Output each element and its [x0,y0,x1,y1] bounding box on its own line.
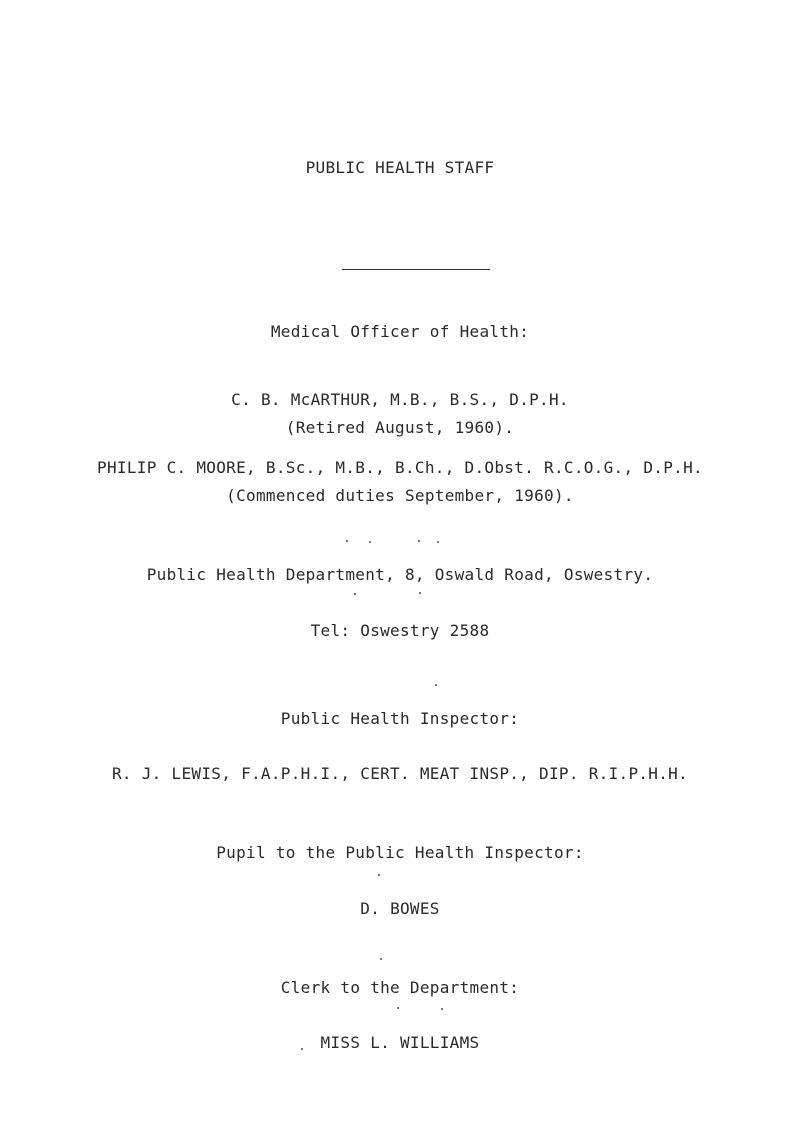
moh-heading: Medical Officer of Health: [270,322,530,341]
moh-former-name: C. B. McARTHUR, M.B., B.S., D.P.H. [231,390,569,409]
scan-speck [369,541,371,543]
scan-speck [346,540,348,542]
scan-speck [418,540,420,542]
clerk-name: MISS L. WILLIAMS [320,1033,480,1052]
phi-name: R. J. LEWIS, F.A.P.H.I., CERT. MEAT INSP., DIP. R.I.P.H.H. [111,764,689,783]
scan-speck [354,593,356,595]
scan-speck [397,1007,399,1009]
scan-speck [435,684,437,686]
scan-speck [437,541,439,543]
moh-former-note: (Retired August, 1960). [285,418,515,437]
scan-speck [380,958,382,960]
clerk-heading: Clerk to the Department: [280,978,520,997]
scan-speck [301,1048,303,1050]
phi-heading: Public Health Inspector: [280,709,520,728]
department-telephone: Tel: Oswestry 2588 [310,621,490,640]
department-address: Public Health Department, 8, Oswald Road, Oswestry. [146,565,654,584]
moh-current-note: (Commenced duties September, 1960). [226,486,574,505]
scan-speck [378,874,380,876]
pupil-heading: Pupil to the Public Health Inspector: [216,843,584,862]
page-title: PUBLIC HEALTH STAFF [305,158,495,177]
scan-speck [419,592,421,594]
moh-current-name: PHILIP C. MOORE, B.Sc., M.B., B.Ch., D.Obst. R.C.O.G., D.P.H. [97,458,703,477]
pupil-name: D. BOWES [360,899,440,918]
title-underline [342,269,490,270]
scan-speck [441,1008,443,1010]
